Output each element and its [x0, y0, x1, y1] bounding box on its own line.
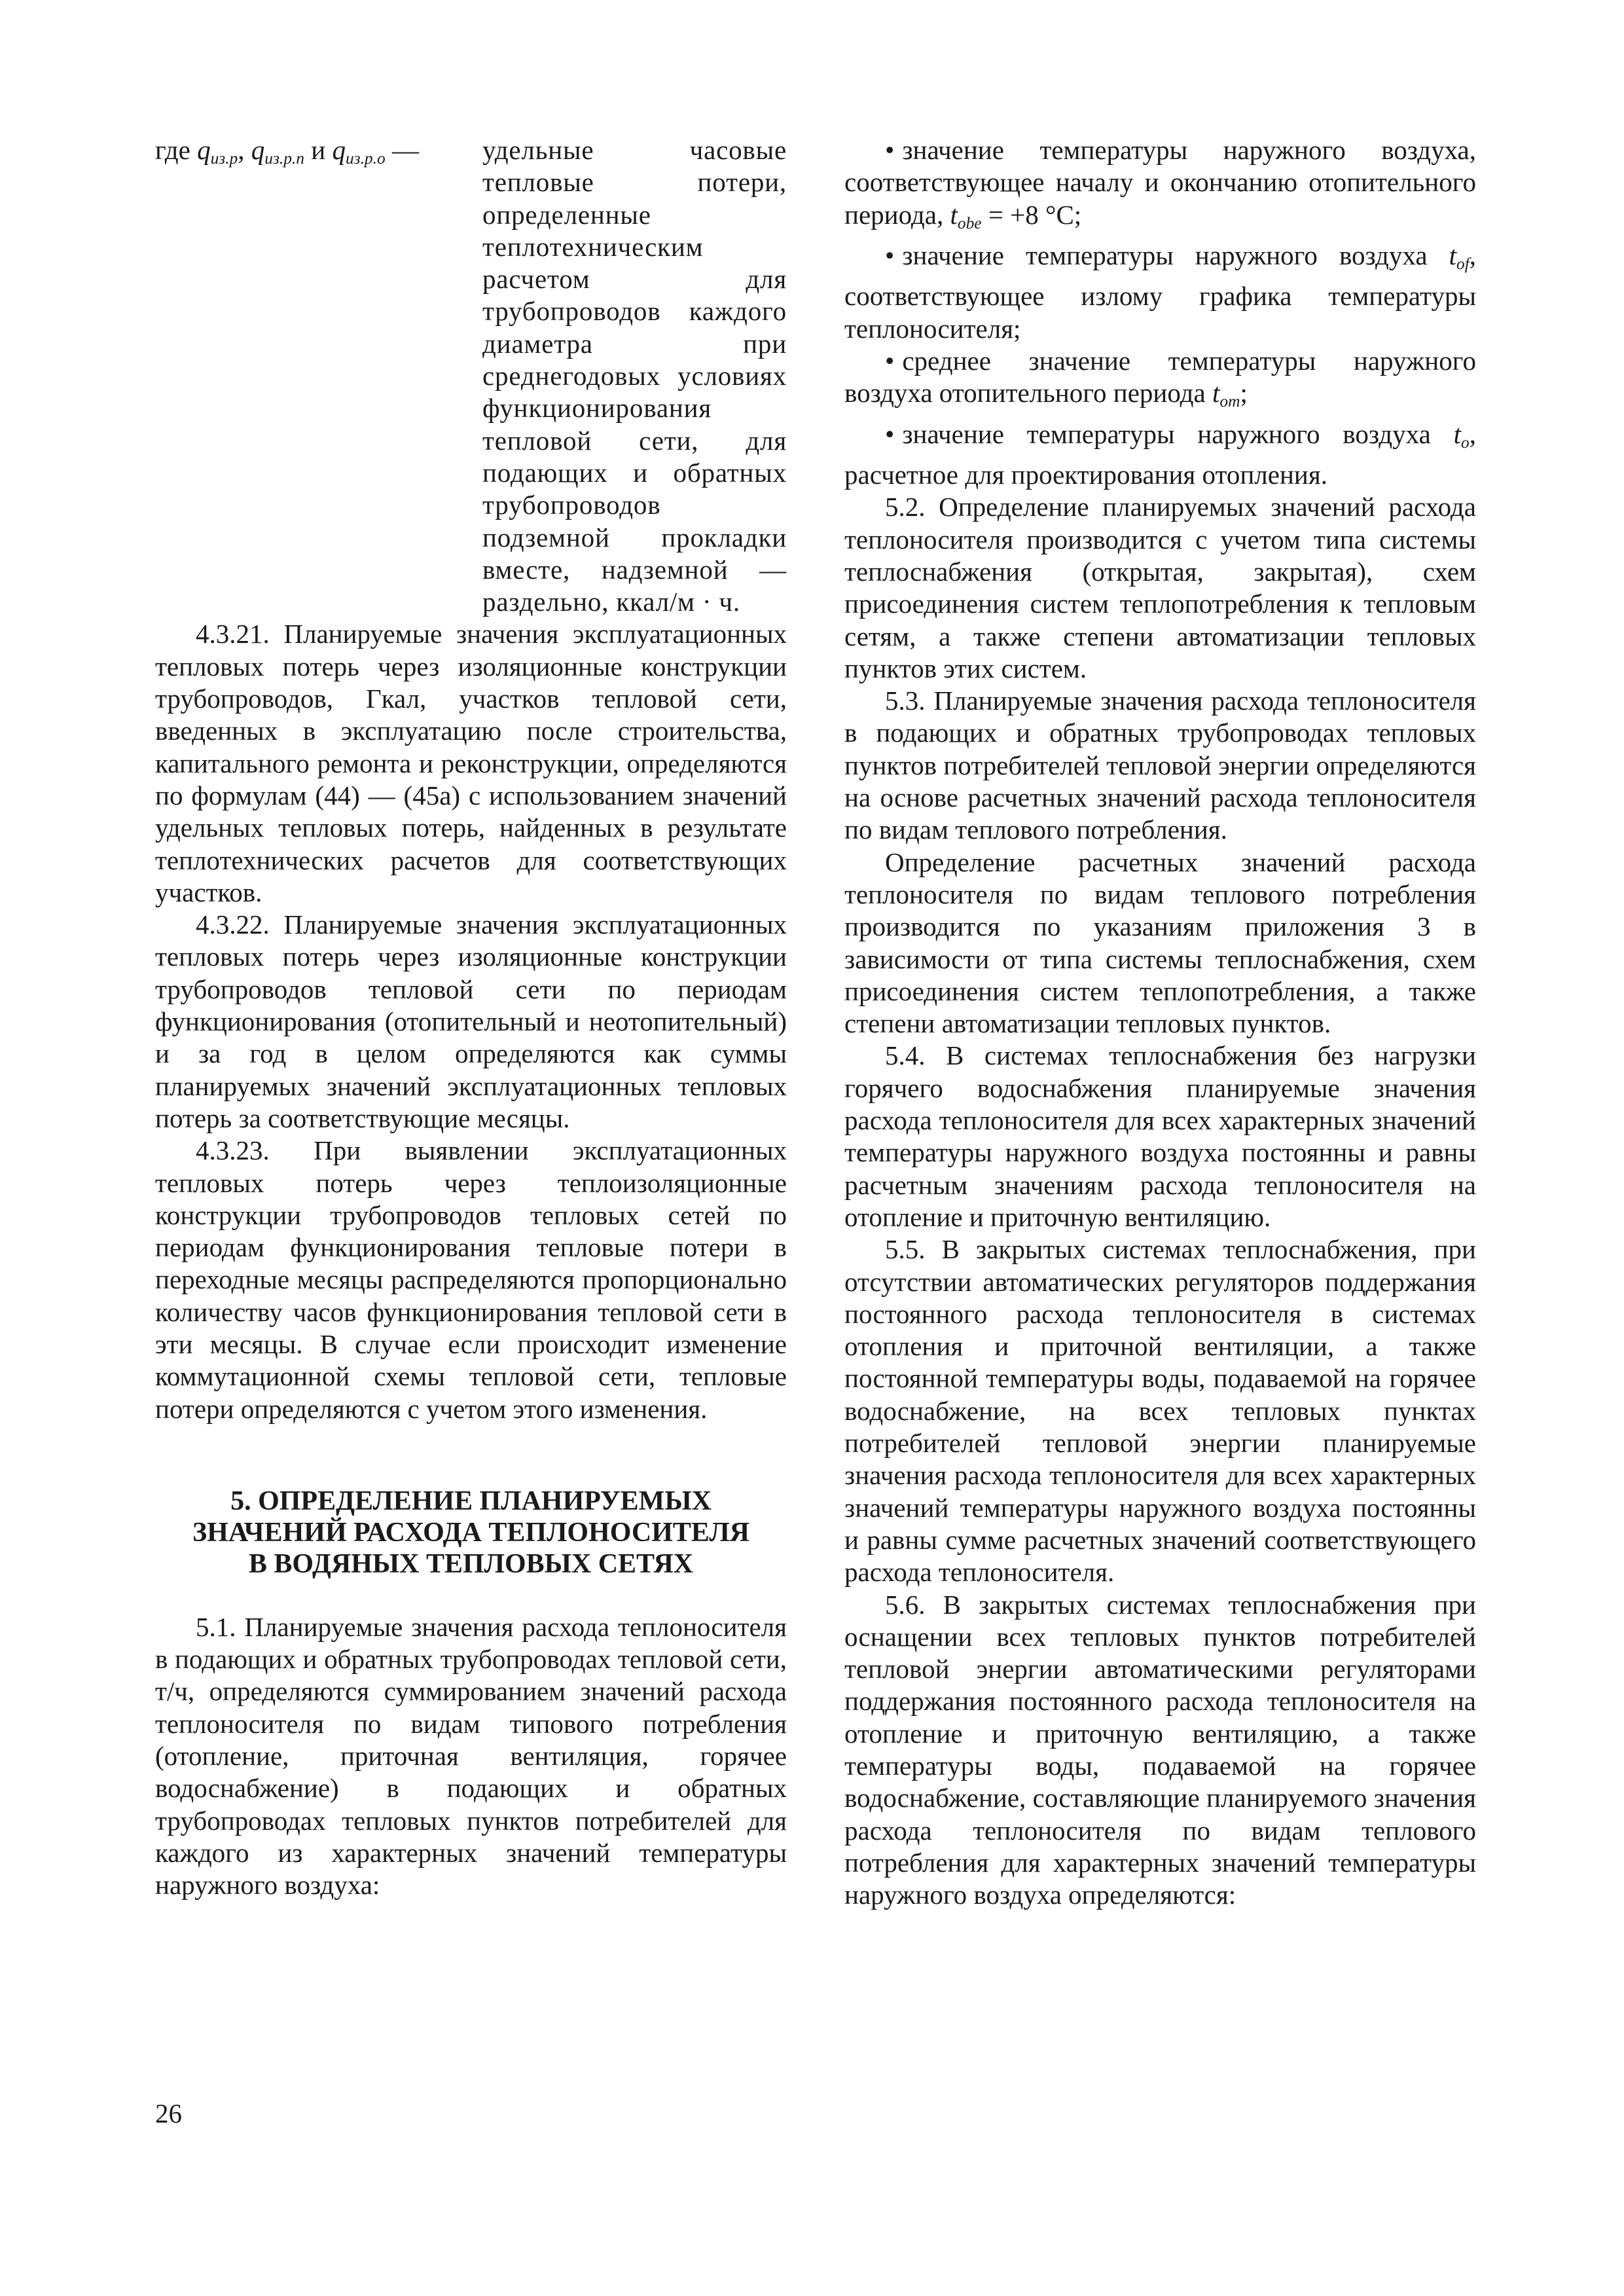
paragraph-5-4: 5.4. В системах теплоснабжения без нагрузки горячего водоснабжения планируемые значения расхода теплоносителя для всех характерных значений температуры наружного воздуха постоянны и равны расчетным значениям расхода теплоносителя на отопление и приточную вентиляцию.: [844, 1040, 1476, 1232]
bullet-item-3: [844, 345, 1476, 418]
var-t: t: [950, 199, 958, 230]
sub-o: о: [1461, 433, 1470, 452]
paragraph-4-3-23: 4.3.23. При выявлении эксплуатационных тепловых потерь через теплоизоляционные конструкции трубопроводов тепловых сетей по периодам функционирования тепловые потери в переходные месяцы распределяются пропорционально количеству часов функционирования тепловой сети в эти месяцы. В случае если происходит изменение коммутационной схемы тепловой сети, тепловые потери определяются с учетом этого изменения.: [155, 1135, 787, 1424]
section-heading: [155, 1485, 787, 1580]
bullet-icon: •: [885, 418, 895, 449]
sub-of: of: [1456, 255, 1470, 274]
bullet-4-lead: значение температуры наружного воздуха: [902, 418, 1431, 449]
paragraph-4-3-22: 4.3.22. Планируемые значения эксплуатационных тепловых потерь через изоляционные конструкции трубопроводов тепловой сети по периодам функционирования (отопительный и неотопительный) и за год в целом определяются как суммы планируемых значений эксплуатационных тепловых потерь за соответствующие месяцы.: [155, 909, 787, 1133]
heading-line-3: В ВОДЯНЫХ ТЕПЛОВЫХ СЕТЯХ: [248, 1548, 694, 1579]
paragraph-5-2: 5.2. Определение планируемых значений расхода теплоносителя производится с учетом типа системы теплоснабжения (открытая, закрытая), схем присоединения систем теплопотребления к тепловым сетям, а также степени автоматизации тепловых пунктов этих систем.: [844, 492, 1476, 683]
bullet-2-tail: , соответствующее излому графика температуры теплоносителя;: [844, 240, 1476, 344]
where-variables: где $q_{из.р}$, $q_{из.р.п}$ и $q_{из.р.о}$ —: [155, 135, 419, 168]
sub-q3: из.р.о: [345, 149, 386, 168]
bullet-item-4: [844, 418, 1476, 492]
sub-om: от: [1219, 392, 1240, 411]
paragraph-5-6: 5.6. В закрытых системах теплоснабжения при оснащении всех тепловых пунктов потребителей тепловой энергии автоматическими регуляторами поддержания постоянного расхода теплоносителя на отопление и приточную вентиляцию, а также температуры воды, подаваемой на горячее водоснабжение, составляющие планируемого значения расхода теплоносителя по видам теплового потребления для характерных значений температуры наружного воздуха определяются:: [844, 1589, 1476, 1910]
bullet-3-text: среднее значение температуры наружного воздуха отопительного периода: [844, 346, 1476, 409]
bullet-3-tail: ;: [1240, 378, 1248, 409]
bullet-item-2: [844, 240, 1476, 345]
sub-q2: из.р.п: [264, 149, 304, 168]
paragraph-5-3: 5.3. Планируемые значения расхода теплоносителя в подающих и обратных трубопроводах тепловых пунктов потребителей тепловой энергии определяются на основе расчетных значений расхода теплоносителя по видам теплового потребления.: [844, 685, 1476, 845]
bullet-item-1: [844, 134, 1476, 240]
paragraph-5-3-continued: Определение расчетных значений расхода теплоносителя по видам теплового потребления производится по указаниям приложения 3 в зависимости от типа системы теплоснабжения, схем присоединения систем теплопотребления, а также степени автоматизации тепловых пунктов.: [844, 847, 1476, 1039]
var-q2: q: [251, 135, 265, 165]
var-t: t: [1449, 240, 1456, 270]
where-dash: —: [391, 135, 419, 165]
bullet-4-tail: , расчетное для проектирования отопления.: [844, 418, 1476, 490]
bullet-icon: •: [885, 135, 895, 165]
where-word: где: [155, 135, 190, 165]
var-q1: q: [197, 135, 211, 165]
paragraph-5-1: 5.1. Планируемые значения расхода теплоносителя в подающих и обратных трубопроводах тепловой сети, т/ч, определяются суммированием значений расхода теплоносителя по видам типового потребления (отопление, приточная вентиляция, горячее водоснабжение) в подающих и обратных трубопроводах тепловых пунктов потребителей для каждого из характерных значений температуры наружного воздуха:: [155, 1611, 787, 1901]
heading-line-1: 5. ОПРЕДЕЛЕНИЕ ПЛАНИРУЕМЫХ: [230, 1485, 712, 1516]
sub-q1: из.р: [210, 149, 238, 168]
right-column: [844, 134, 1476, 1911]
paragraph-5-5: 5.5. В закрытых системах теплоснабжения, при отсутствии автоматических регуляторов поддержания постоянного расхода теплоносителя в системах отопления и приточной вентиляции, а также постоянной температуры воды, подаваемой на горячее водоснабжение, на всех тепловых пунктах потребителей тепловой энергии планируемые значения расхода теплоносителя для всех характерных значений температуры наружного воздуха постоянны и равны сумме расчетных значений соответствующего расхода теплоносителя.: [844, 1234, 1476, 1588]
bullet-2-lead: значение температуры наружного воздуха: [902, 240, 1428, 270]
bullet-icon: •: [885, 346, 895, 376]
sub-obe: obe: [957, 213, 982, 232]
and-word: и: [311, 135, 326, 165]
bullet-1-text: значение температуры наружного воздуха, соответствующее началу и окончанию отопительного периода,: [844, 135, 1476, 230]
page-number: 26: [155, 2098, 182, 2128]
heading-line-2: ЗНАЧЕНИЙ РАСХОДА ТЕПЛОНОСИТЕЛЯ: [192, 1517, 749, 1548]
var-t: t: [1212, 378, 1220, 409]
where-clause: [155, 134, 787, 618]
where-definition: удельные часовые тепловые потери, определенные теплотехническим расчетом для трубопроводов каждого диаметра при среднегодовых условиях функционирования тепловой сети, для подающих и обратных трубопроводов подземной прокладки вместе, надземной — раздельно, ккал/м · ч.: [482, 135, 787, 617]
var-t: t: [1453, 418, 1462, 449]
paragraph-4-3-21: 4.3.21. Планируемые значения эксплуатационных тепловых потерь через изоляционные конструкции трубопроводов, Гкал, участков тепловой сети, введенных в эксплуатацию после строительства, капитального ремонта и реконструкции, определяются по формулам (44) — (45а) с использованием значений удельных тепловых потерь, найденных в результате теплотехнических расчетов для соответствующих участков.: [155, 619, 787, 907]
var-q3: q: [332, 135, 346, 165]
bullet-1-tail: = +8 °С;: [988, 199, 1082, 230]
bullet-icon: •: [885, 240, 895, 270]
left-column: [155, 134, 787, 1902]
